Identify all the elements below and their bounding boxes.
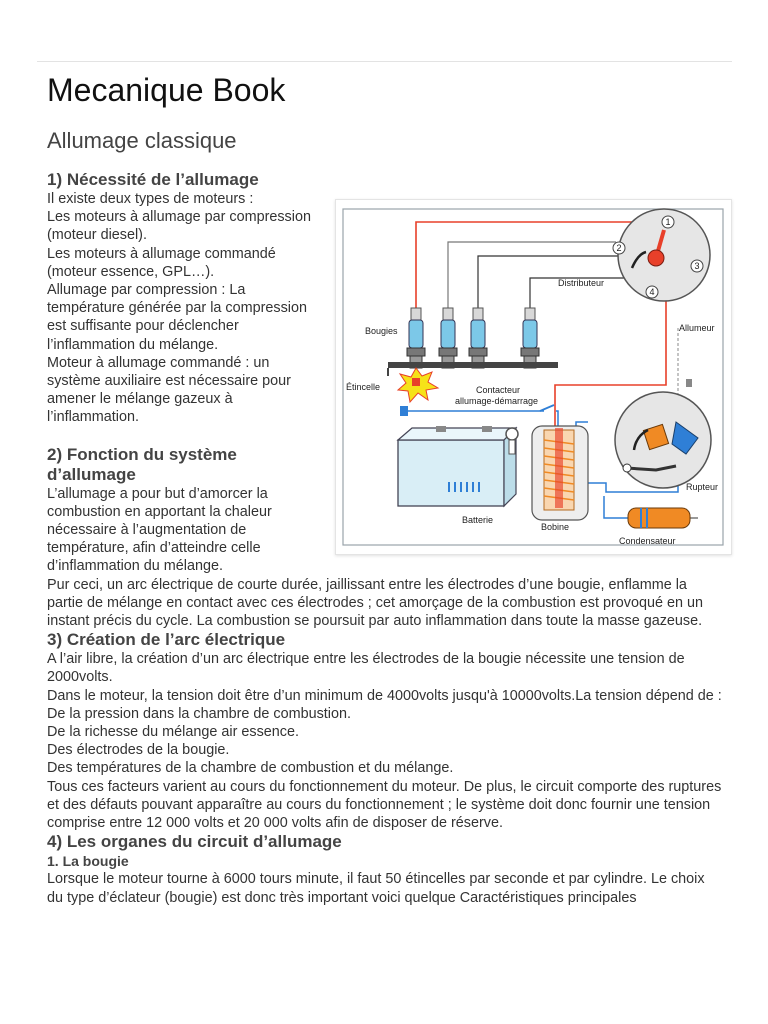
paragraph: De la richesse du mélange air essence. [47,724,299,741]
page-title: Allumage classique [47,128,237,153]
section-heading: 3) Création de l’arc électrique [47,630,286,650]
engine-block-rail [388,362,558,368]
paragraph: De la pression dans la chambre de combustion. [47,705,351,722]
top-divider [37,61,732,62]
section-heading: 2) Fonction du système d’allumage [47,444,237,484]
subsection-heading: 1. La bougie [47,853,129,870]
section-heading: 1) Nécessité de l’allumage [47,170,259,189]
section-creation-arc [47,630,723,832]
paragraph: Allumage par compression : La température générée par la compression est suffisante pour déclencher l’inflammation du mélange. [47,282,307,353]
paragraph: Pur ceci, un arc électrique de courte durée, jaillissant entre les électrodes d’une bougie, enflamme la partie de mélange en contact avec ces électrodes ; cet amorçage de la combustion est provoqué en un instant précis du cycle. La combustion se poursuit par auto inflammation dans toute la masse gazeuse. [47,576,703,630]
paragraph: Des températures de la chambre de combustion et du mélange. [47,760,454,777]
paragraph: Les moteurs à allumage par compression (moteur diesel). [47,209,311,244]
paragraph: Les moteurs à allumage commandé (moteur essence, GPL…). [47,245,276,280]
ignition-diagram-svg [336,200,731,554]
label-etincelle: Étincelle [346,382,381,392]
article [47,68,723,907]
distributor-number-4: 4 [649,287,655,297]
paragraph: A l’air libre, la création d’un arc électrique entre les électrodes de la bougie nécessite une tension de 2000volts. [47,651,685,686]
bobine-icon [532,426,588,520]
label-batterie: Batterie [462,515,494,525]
paragraph: Dans le moteur, la tension doit être d’un minimum de 4000volts jusqu'à 10000volts.La tension dépend de : [47,687,722,704]
label-condensateur: Condensateur [619,536,676,546]
site-title: Mecanique Book [47,72,286,108]
section-organes [47,832,723,906]
ignition-diagram [335,199,732,555]
paragraph: Tous ces facteurs varient au cours du fonctionnement du moteur. De plus, le circuit comporte des ruptures et des défauts pouvant apparaître au cours du fonctionnement ; le système doit donc fournir une tension comprise entre 12 000 volts et 20 000 volts afin de disposer de réserve. [47,778,722,832]
paragraph: L’allumage a pour but d’amorcer la combustion en apportant la chaleur nécessaire à l’augmentation de température, afin d’atteindre celle d’inflammation du mélange. [47,485,272,575]
spark-plugs-icon [388,308,558,376]
label-contacteur: Contacteur [476,385,521,395]
label-rupteur: Rupteur [686,482,719,492]
label-contacteur-sub: allumage-démarrage [455,396,539,406]
paragraph: Moteur à allumage commandé : un système auxiliaire est nécessaire pour amener le mélange gazeux à l’inflammation. [47,354,291,426]
condensateur-icon [628,508,690,528]
paragraph: Des électrodes de la bougie. [47,742,230,759]
paragraph: Il existe deux types de moteurs : [47,191,254,207]
distributor-number-3: 3 [694,261,700,271]
section-heading: 4) Les organes du circuit d’allumage [47,832,342,852]
distributor-number-1: 1 [665,217,671,227]
label-distributeur: Distributeur [558,278,605,288]
label-bougies: Bougies [365,326,398,336]
paragraph: Lorsque le moteur tourne à 6000 tours minute, il faut 50 étincelles par seconde et par cylindre. Le choix du type d’éclateur (bougie) est donc très important voici quelque Caractéristiques principales [47,871,705,906]
distributor-number-2: 2 [616,243,622,253]
label-allumeur: Allumeur [679,323,715,333]
label-bobine: Bobine [541,522,570,532]
